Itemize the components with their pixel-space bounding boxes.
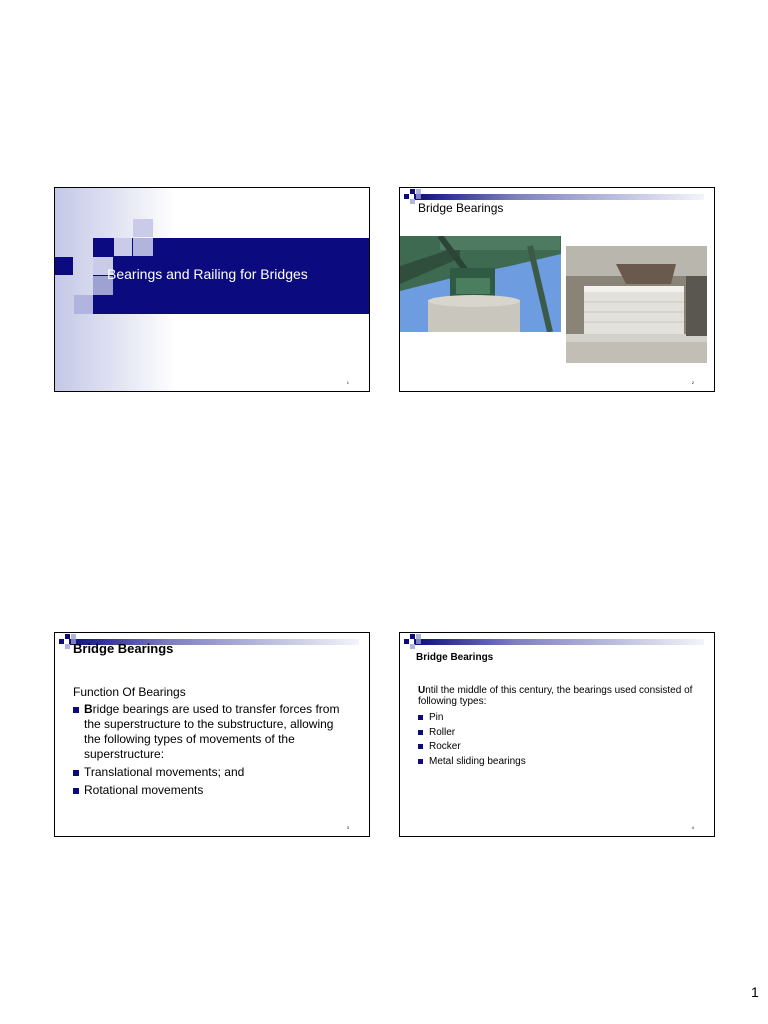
header-deco-square [65,634,70,639]
list-item [73,783,353,798]
bridge-bearing-photo [400,236,561,332]
slide-number: 2 [691,380,694,385]
bullet-square-icon [418,715,423,720]
bullet-text: Roller [429,726,456,738]
bullet-list [73,702,353,801]
bullet-square-icon [418,730,423,735]
bullet-text: Rocker [429,741,461,752]
slide-title: Bearings and Railing for Bridges [107,266,308,282]
bullet-square-icon [73,707,79,713]
header-deco-square [410,199,415,204]
slide-title: Bridge Bearings [416,652,494,663]
deco-square [55,257,73,275]
intro-text [418,685,703,707]
list-item [418,741,526,752]
slide-3 [54,632,370,837]
bullet-lead-letter: B [84,702,93,716]
page-number: 1 [751,984,759,1000]
slide-number: 1 [346,380,349,385]
deco-square [133,219,153,237]
header-deco-square [410,644,415,649]
header-deco-square [416,194,421,199]
header-deco-square [416,639,421,644]
list-item [418,756,526,767]
list-item [418,712,526,723]
header-deco-square [410,634,415,639]
list-item [73,702,353,762]
header-deco-square [65,644,70,649]
deco-square [74,295,93,314]
slide-number: 4 [691,825,694,830]
header-deco-square [404,639,409,644]
deco-square [133,238,153,256]
bullet-text: Metal sliding bearings [429,755,526,767]
bullet-list [418,712,526,770]
elastomeric-bearing-photo [566,246,707,363]
slide-1 [54,187,370,392]
bullet-text: ridge bearings are used to transfer forces from the superstructure to the substructure, allowing the following types of movements of the superstructure: [84,702,340,761]
slide-number: 3 [346,825,349,830]
header-line [414,194,704,200]
bullet-square-icon [73,770,79,776]
slide-title: Bridge Bearings [73,641,174,656]
list-item [73,765,353,780]
bullet-text: Rotational movements [84,783,204,797]
bullet-square-icon [418,759,423,764]
list-item [418,727,526,738]
header-deco-square [410,189,415,194]
intro-body: ntil the middle of this century, the bearings used consisted of following types: [418,685,693,707]
slide-subtitle: Function Of Bearings [73,685,186,699]
deco-square [114,238,132,256]
header-deco-square [404,194,409,199]
bullet-text: Pin [429,712,444,723]
slide-title: Bridge Bearings [418,201,504,215]
intro-lead-letter: U [418,685,426,696]
bullet-square-icon [418,744,423,749]
slide-4 [399,632,715,837]
bullet-square-icon [73,788,79,794]
bullet-text: Translational movements; and [84,765,245,779]
slide-2 [399,187,715,392]
header-line [414,639,704,645]
header-deco-square [59,639,64,644]
